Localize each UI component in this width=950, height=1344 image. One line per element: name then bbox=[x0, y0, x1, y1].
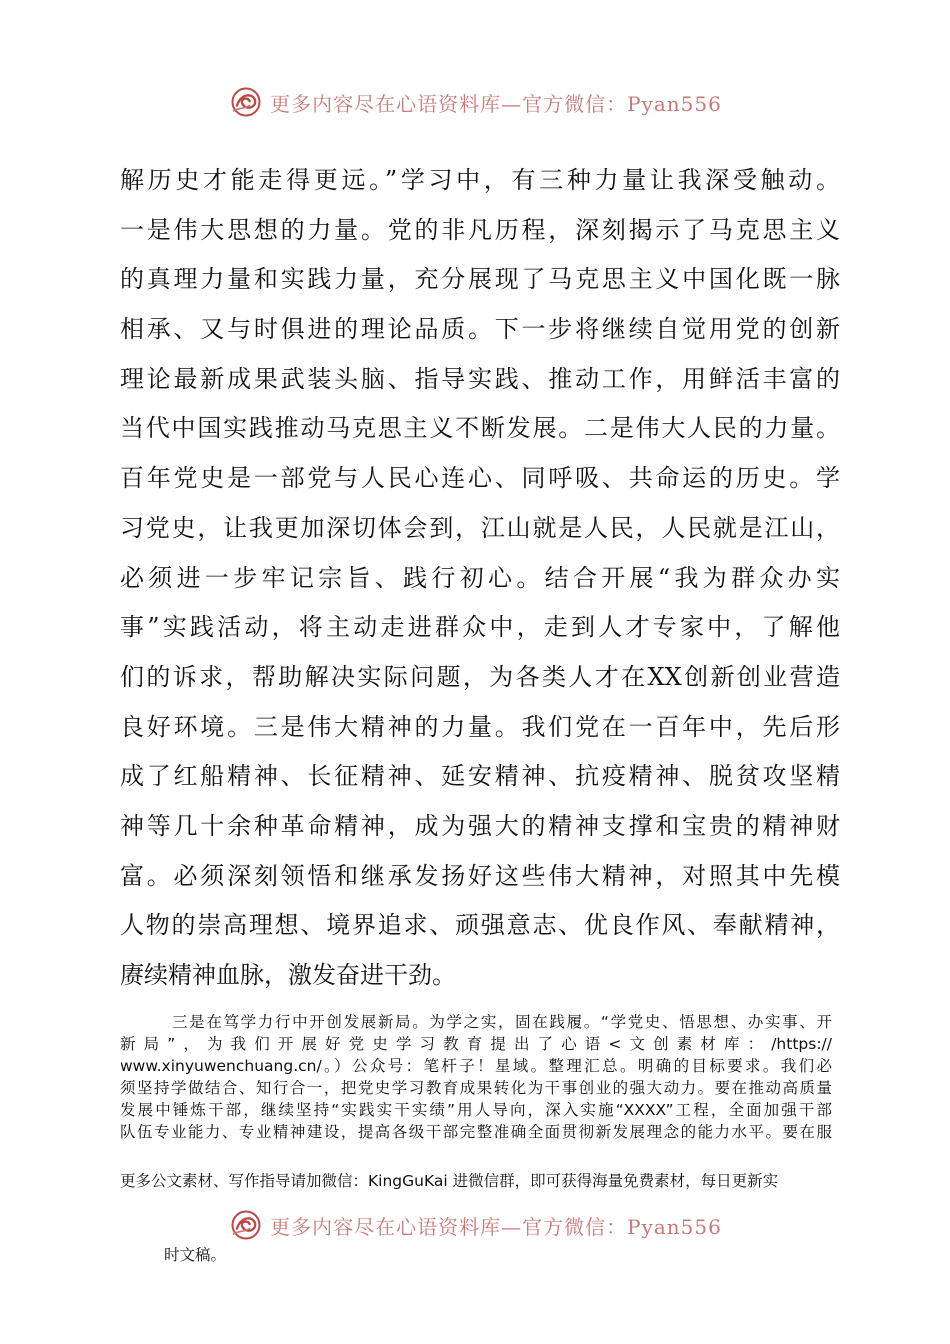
swirl-logo-icon bbox=[228, 1207, 264, 1243]
small-paragraph-line: 新局”，为我们开展好党史学习教育提出了心语<文创素材库：/https:// bbox=[120, 1035, 832, 1053]
small-paragraph bbox=[120, 1011, 832, 1143]
body-line: 相承、又与时俱进的理论品质。下一步将继续自觉用党的创新 bbox=[120, 315, 840, 344]
small-paragraph-line: www.xinyuwenchuang.cn/。）公众号：笔杆子！星域。整理汇总。明确的目标要求。我们必 bbox=[120, 1057, 832, 1075]
body-line: 富。必须深刻领悟和继承发扬好这些伟大精神，对照其中先模 bbox=[120, 861, 840, 890]
body-line: 良好环境。三是伟大精神的力量。我们党在一百年中，先后形 bbox=[120, 712, 840, 741]
body-line: 解历史才能走得更远。”学习中，有三种力量让我深受触动。 bbox=[120, 166, 840, 194]
watermark-footer bbox=[0, 1207, 950, 1243]
body-line: 神等几十余种革命精神，成为强大的精神支撑和宝贵的精神财 bbox=[120, 811, 840, 840]
promo-line: 更多公文素材、写作指导请加微信：KingGuKai 进微信群，即可获得海量免费素材，每日更新实 bbox=[120, 1172, 779, 1190]
body-line: 们的诉求，帮助解决实际问题，为各类人才在XX创新创业营造 bbox=[120, 662, 840, 691]
small-paragraph-line: 发展中锤炼干部，继续坚持“实践实干实绩”用人导向，深入实施“XXXX”工程，全面加强干部 bbox=[120, 1101, 832, 1119]
watermark-text: 更多内容尽在心语资料库—官方微信：Pyan556 bbox=[270, 1214, 722, 1239]
body-line: 事”实践活动，将主动走进群众中，走到人才专家中，了解他 bbox=[120, 613, 840, 642]
promo-tail: 时文稿。 bbox=[164, 1246, 227, 1264]
body-line: 必须进一步牢记宗旨、践行初心。结合开展“我为群众办实 bbox=[120, 563, 840, 592]
body-line: 赓续精神血脉，激发奋进干劲。 bbox=[120, 961, 456, 989]
small-paragraph-line: 队伍专业能力、专业精神建设，提高各级干部完整准确全面贯彻新发展理念的能力水平。要在服 bbox=[120, 1123, 832, 1141]
watermark-text: 更多内容尽在心语资料库—官方微信：Pyan556 bbox=[270, 91, 722, 116]
swirl-logo-icon bbox=[228, 84, 264, 120]
body-line: 习党史，让我更加深切体会到，江山就是人民，人民就是江山， bbox=[120, 513, 840, 542]
body-line: 人物的崇高理想、境界追求、顽强意志、优良作风、奉献精神， bbox=[120, 911, 840, 940]
body-text bbox=[120, 156, 840, 1001]
body-line: 当代中国实践推动马克思主义不断发展。二是伟大人民的力量。 bbox=[120, 414, 840, 443]
body-line: 成了红船精神、长征精神、延安精神、抗疫精神、脱贫攻坚精 bbox=[120, 762, 840, 791]
body-line: 一是伟大思想的力量。党的非凡历程，深刻揭示了马克思主义 bbox=[120, 215, 840, 244]
body-line: 的真理力量和实践力量，充分展现了马克思主义中国化既一脉 bbox=[120, 265, 840, 294]
watermark-header bbox=[0, 84, 950, 120]
small-paragraph-line: 须坚持学做结合、知行合一，把党史学习教育成果转化为干事创业的强大动力。要在推动高质量 bbox=[120, 1079, 832, 1097]
small-paragraph-line: 三是在笃学力行中开创发展新局。为学之实，固在践履。“学党史、悟思想、办实事、开 bbox=[172, 1013, 832, 1031]
body-line: 百年党史是一部党与人民心连心、同呼吸、共命运的历史。学 bbox=[120, 464, 840, 493]
body-line: 理论最新成果武装头脑、指导实践、推动工作，用鲜活丰富的 bbox=[120, 364, 840, 393]
